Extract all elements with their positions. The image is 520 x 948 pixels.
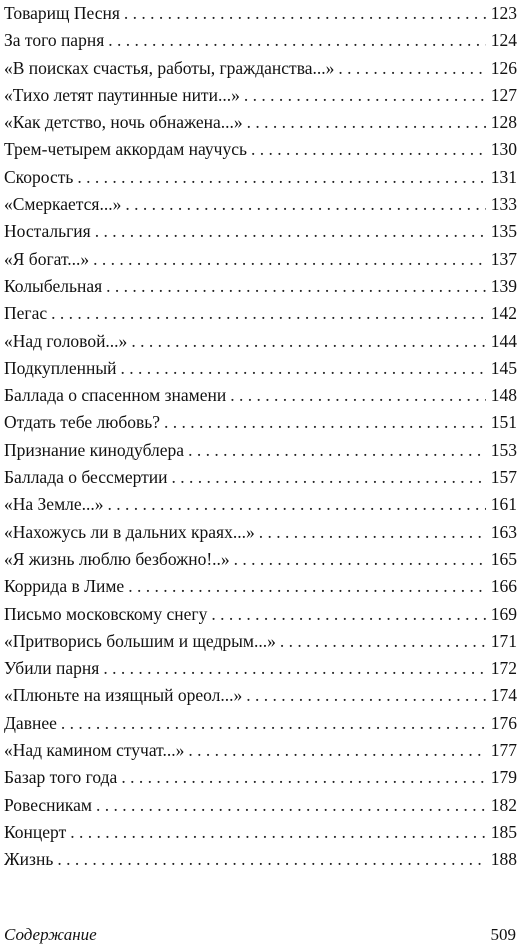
- dot-leader: [188, 437, 486, 464]
- toc-entry: [4, 164, 517, 191]
- toc-entry-title: Концерт: [4, 821, 67, 842]
- dot-leader: [131, 328, 485, 355]
- toc-entry-page: 153: [490, 439, 517, 460]
- table-of-contents: [4, 0, 517, 874]
- toc-entry-page: 124: [490, 30, 517, 51]
- toc-entry-page: 145: [490, 357, 517, 378]
- toc-entry-page: 142: [490, 303, 517, 324]
- footer-section-title: Содержание: [4, 925, 97, 944]
- toc-entry: [4, 792, 517, 819]
- toc-entry-title: Жизнь: [4, 849, 54, 870]
- toc-entry: [4, 382, 517, 409]
- dot-leader: [103, 655, 485, 682]
- toc-entry-page: 137: [490, 248, 517, 269]
- toc-entry-page: 151: [490, 412, 517, 433]
- toc-entry: [4, 328, 517, 355]
- toc-entry-title: Коррида в Лиме: [4, 576, 125, 597]
- toc-entry-title: «Я жизнь люблю безбожно!..»: [4, 548, 230, 569]
- toc-entry: [4, 819, 517, 846]
- toc-entry: [4, 218, 517, 245]
- toc-entry-title: Скорость: [4, 166, 74, 187]
- toc-entry-title: Товарищ Песня: [4, 3, 120, 23]
- dot-leader: [246, 682, 486, 709]
- toc-entry-page: 177: [490, 740, 517, 761]
- toc-entry-page: 127: [490, 84, 517, 105]
- dot-leader: [51, 300, 486, 327]
- dot-leader: [108, 27, 486, 54]
- toc-entry-page: 169: [490, 603, 517, 624]
- toc-entry-page: 144: [490, 330, 517, 351]
- toc-entry-page: 166: [490, 576, 517, 597]
- toc-entry-title: Баллада о спасенном знамени: [4, 385, 227, 406]
- page-footer: [4, 924, 516, 946]
- toc-entry-page: 133: [490, 194, 517, 215]
- toc-entry-page: 128: [490, 112, 517, 133]
- dot-leader: [124, 0, 486, 27]
- toc-entry: [4, 273, 517, 300]
- dot-leader: [106, 273, 486, 300]
- toc-entry-page: 123: [490, 3, 517, 23]
- toc-entry-page: 148: [490, 385, 517, 406]
- toc-entry-title: «Тихо летят паутинные нити...»: [4, 84, 240, 105]
- toc-entry: [4, 246, 517, 273]
- dot-leader: [77, 164, 485, 191]
- toc-entry-page: 126: [490, 57, 517, 78]
- toc-entry-page: 179: [490, 767, 517, 788]
- dot-leader: [61, 710, 486, 737]
- toc-entry-title: Убили парня: [4, 658, 100, 679]
- dot-leader: [247, 109, 486, 136]
- toc-entry-title: Отдать тебе любовь?: [4, 412, 160, 433]
- dot-leader: [188, 737, 485, 764]
- toc-entry-title: «Нахожусь ли в дальних краях...»: [4, 521, 255, 542]
- dot-leader: [338, 55, 485, 82]
- footer-page-number: 509: [490, 925, 516, 944]
- dot-leader: [95, 218, 486, 245]
- toc-entry-page: 174: [490, 685, 517, 706]
- toc-entry-title: Признание кинодублера: [4, 439, 185, 460]
- toc-entry: [4, 300, 517, 327]
- toc-entry: [4, 27, 517, 54]
- dot-leader: [251, 136, 486, 163]
- dot-leader: [128, 573, 486, 600]
- toc-entry: [4, 573, 517, 600]
- toc-entry: [4, 0, 517, 27]
- dot-leader: [211, 601, 485, 628]
- dot-leader: [164, 409, 486, 436]
- toc-entry: [4, 109, 517, 136]
- toc-entry-page: 185: [490, 821, 517, 842]
- toc-entry-title: «На Земле...»: [4, 494, 104, 515]
- toc-entry: [4, 519, 517, 546]
- dot-leader: [280, 628, 486, 655]
- toc-entry: [4, 136, 517, 163]
- toc-entry-title: Давнее: [4, 712, 57, 733]
- toc-entry: [4, 55, 517, 82]
- toc-entry-page: 131: [490, 166, 517, 187]
- toc-entry: [4, 601, 517, 628]
- toc-entry-page: 163: [490, 521, 517, 542]
- dot-leader: [96, 792, 486, 819]
- toc-entry: [4, 764, 517, 791]
- toc-entry-title: «В поисках счастья, работы, гражданства...»: [4, 57, 335, 78]
- toc-entry-title: Письмо московскому снегу: [4, 603, 208, 624]
- toc-entry: [4, 737, 517, 764]
- toc-entry: [4, 710, 517, 737]
- toc-entry-title: Трем-четырем аккордам научусь: [4, 139, 247, 160]
- toc-entry-title: Ностальгия: [4, 221, 91, 242]
- toc-entry-title: «Над головой...»: [4, 330, 128, 351]
- toc-entry: [4, 628, 517, 655]
- dot-leader: [93, 246, 486, 273]
- dot-leader: [125, 191, 485, 218]
- dot-leader: [234, 546, 486, 573]
- toc-entry-title: «Над камином стучат...»: [4, 740, 185, 761]
- toc-entry-page: 130: [490, 139, 517, 160]
- toc-entry-page: 139: [490, 275, 517, 296]
- toc-entry-page: 176: [490, 712, 517, 733]
- dot-leader: [108, 491, 486, 518]
- toc-entry-page: 165: [490, 548, 517, 569]
- toc-entry-title: «Плюньте на изящный ореол...»: [4, 685, 243, 706]
- toc-entry-page: 172: [490, 658, 517, 679]
- toc-entry-title: «Притворись большим и щедрым...»: [4, 630, 276, 651]
- toc-entry-page: 157: [490, 467, 517, 488]
- dot-leader: [121, 764, 485, 791]
- dot-leader: [57, 846, 485, 873]
- toc-entry-page: 182: [490, 794, 517, 815]
- toc-entry: [4, 546, 517, 573]
- toc-entry-page: 188: [490, 849, 517, 870]
- toc-entry: [4, 355, 517, 382]
- toc-entry-title: Пегас: [4, 303, 48, 324]
- toc-entry: [4, 491, 517, 518]
- toc-entry: [4, 846, 517, 873]
- dot-leader: [230, 382, 486, 409]
- toc-entry-title: «Смеркается...»: [4, 194, 122, 215]
- dot-leader: [121, 355, 486, 382]
- toc-entry: [4, 409, 517, 436]
- toc-entry-title: «Я богат...»: [4, 248, 90, 269]
- toc-entry-title: Колыбельная: [4, 275, 103, 296]
- toc-entry-page: 135: [490, 221, 517, 242]
- toc-entry-page: 161: [490, 494, 517, 515]
- toc-entry-title: Баллада о бессмертии: [4, 467, 168, 488]
- dot-leader: [259, 519, 486, 546]
- toc-entry-title: Подкупленный: [4, 357, 117, 378]
- toc-entry-title: За того парня: [4, 30, 105, 51]
- dot-leader: [172, 464, 486, 491]
- toc-entry: [4, 655, 517, 682]
- toc-entry-title: «Как детство, ночь обнажена...»: [4, 112, 243, 133]
- toc-entry-title: Базар того года: [4, 767, 118, 788]
- toc-entry-title: Ровесникам: [4, 794, 92, 815]
- dot-leader: [244, 82, 486, 109]
- toc-entry: [4, 82, 517, 109]
- toc-entry: [4, 464, 517, 491]
- toc-entry: [4, 682, 517, 709]
- dot-leader: [70, 819, 486, 846]
- toc-entry: [4, 437, 517, 464]
- toc-entry: [4, 191, 517, 218]
- toc-entry-page: 171: [490, 630, 517, 651]
